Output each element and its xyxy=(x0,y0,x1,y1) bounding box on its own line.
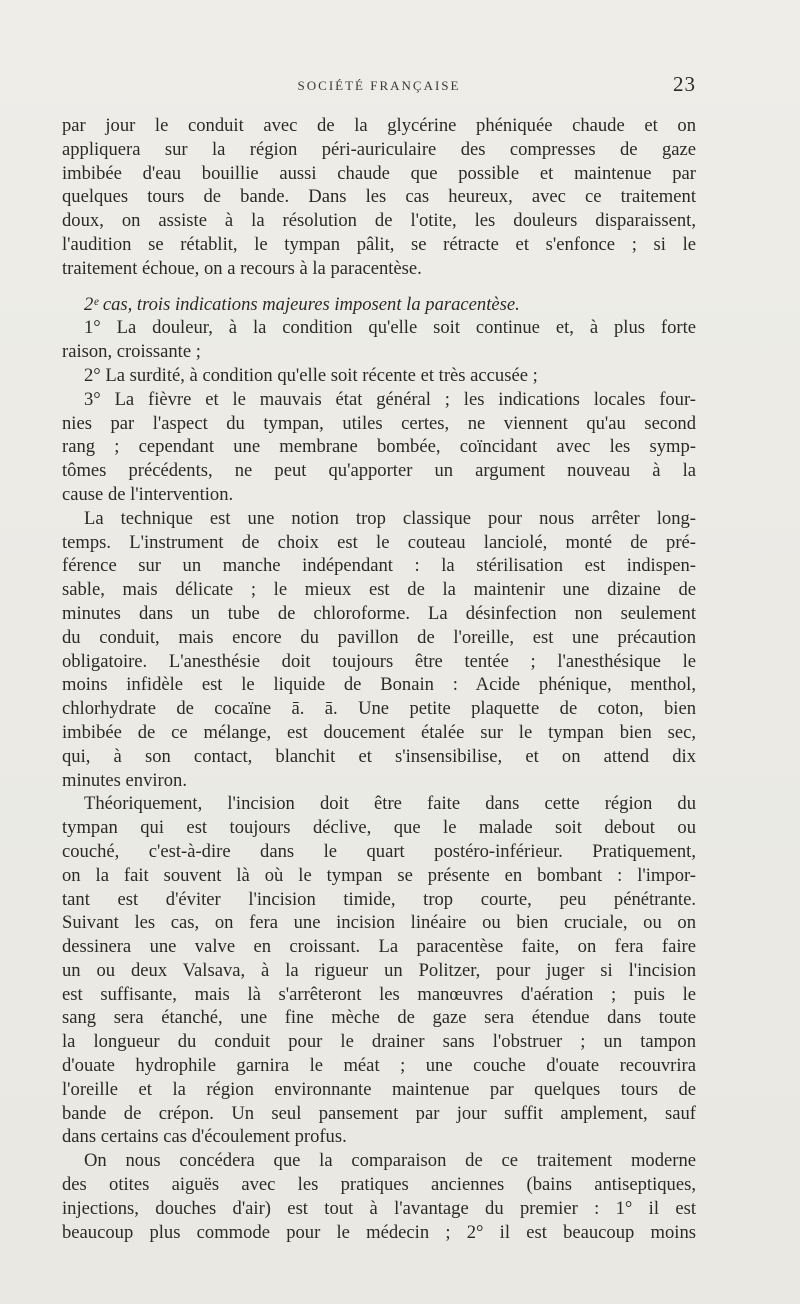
text-line: doux, on assiste à la résolution de l'otite, les douleurs disparaissent, xyxy=(62,210,696,232)
paragraph-case-two-heading xyxy=(62,293,696,317)
text-line: 3° La fièvre et le mauvais état général ; les indications locales four- xyxy=(84,388,696,410)
text-line: 1° La douleur, à la condition qu'elle soit continue et, à plus forte xyxy=(84,317,696,339)
text-line: du conduit, mais encore du pavillon de l'oreille, est une précaution xyxy=(62,626,696,648)
text-line: nies par l'aspect du tympan, utiles certes, ne viennent qu'au second xyxy=(62,412,696,434)
text-line: la longueur du conduit pour le drainer sans l'obstruer ; un tampon xyxy=(62,1031,696,1053)
text-line: La technique est une notion trop classique pour nous arrêter long- xyxy=(84,507,696,529)
text-line: on la fait souvent là où le tympan se présente en bombant : l'impor- xyxy=(62,864,696,886)
text-line: Théoriquement, l'incision doit être faite dans cette région du xyxy=(84,793,696,815)
paragraph-comparison xyxy=(62,1149,696,1244)
text-line: chlorhydrate de cocaïne ā. ā. Une petite plaquette de coton, bien xyxy=(62,698,696,720)
text-line: 2ᵉ cas, trois indications majeures imposent la paracentèse. xyxy=(84,293,520,315)
paragraph-technique xyxy=(62,507,696,793)
text-line: par jour le conduit avec de la glycérine phéniquée chaude et on xyxy=(62,115,696,136)
text-line: tômes précédents, ne peut qu'apporter un argument nouveau à la xyxy=(62,460,696,482)
text-line: l'audition se rétablit, le tympan pâlit, se rétracte et s'enfonce ; si le xyxy=(62,233,696,255)
text-line: injections, douches d'air) est tout à l'avantage du premier : 1° il est xyxy=(62,1197,696,1219)
text-line: férence sur un manche indépendant : la stérilisation est indispen- xyxy=(62,555,696,577)
text-line: minutes environ. xyxy=(62,769,187,791)
text-line: des otites aiguës avec les pratiques anciennes (bains antiseptiques, xyxy=(62,1174,696,1196)
page-number: 23 xyxy=(673,72,696,96)
text-line: cause de l'intervention. xyxy=(62,483,234,505)
body-text xyxy=(62,114,696,1244)
text-line: sable, mais délicate ; le mieux est de la maintenir une dizaine de xyxy=(62,579,696,601)
text-line: qui, à son contact, blanchit et s'insensibilise, et on attend dix xyxy=(62,745,696,767)
page-header xyxy=(62,72,696,106)
running-head: SOCIÉTÉ FRANÇAISE xyxy=(297,78,461,93)
text-line: l'oreille et la région environnante maintenue par quelques tours de xyxy=(62,1078,696,1100)
text-line: imbibée de ce mélange, est doucement étalée sur le tympan bien sec, xyxy=(62,721,696,743)
text-line: temps. L'instrument de choix est le couteau lanciolé, monté de pré- xyxy=(62,531,696,553)
text-line: 2° La surdité, à condition qu'elle soit récente et très accusée ; xyxy=(84,364,538,386)
text-line: Suivant les cas, on fera une incision linéaire ou bien cruciale, ou on xyxy=(62,912,696,934)
text-line: quelques tours de bande. Dans les cas heureux, avec ce traitement xyxy=(62,186,696,208)
text-line: tympan qui est toujours déclive, que le malade soit debout ou xyxy=(62,817,696,839)
text-line: beaucoup plus commode pour le médecin ; 2° il est beaucoup moins xyxy=(62,1221,696,1243)
text-line: un ou deux Valsava, à la rigueur un Politzer, pour juger si l'incision xyxy=(62,959,696,981)
text-line: traitement échoue, on a recours à la paracentèse. xyxy=(62,257,422,279)
text-line: dans certains cas d'écoulement profus. xyxy=(62,1126,347,1148)
text-line: obligatoire. L'anesthésie doit toujours être tentée ; l'anesthésique le xyxy=(62,650,696,672)
text-line: minutes dans un tube de chloroforme. La désinfection non seulement xyxy=(62,602,696,624)
text-line: est suffisante, mais là s'arrêteront les manœuvres d'aération ; puis le xyxy=(62,983,696,1005)
text-line: raison, croissante ; xyxy=(62,341,201,363)
paragraph-indication-pain xyxy=(62,316,696,364)
text-line: tant est d'éviter l'incision timide, trop courte, peu pénétrante. xyxy=(62,888,696,910)
text-line: appliquera sur la région péri-auriculaire des compresses de gaze xyxy=(62,138,696,160)
paragraph-indication-fever xyxy=(62,388,696,507)
text-line: couché, c'est-à-dire dans le quart postéro-inférieur. Pratiquement, xyxy=(62,840,696,862)
text-line: rang ; cependant une membrane bombée, coïncidant avec les symp- xyxy=(62,436,696,458)
paragraph-otitis-treatment xyxy=(62,114,696,281)
text-line: dessinera une valve en croissant. La paracentèse faite, on fera faire xyxy=(62,936,696,958)
text-line: On nous concédera que la comparaison de ce traitement moderne xyxy=(84,1150,696,1172)
text-line: moins infidèle est le liquide de Bonain : Acide phénique, menthol, xyxy=(62,674,696,696)
text-line: bande de crépon. Un seul pansement par jour suffit amplement, sauf xyxy=(62,1102,696,1124)
text-line: sang sera étanché, une fine mèche de gaze sera étendue dans toute xyxy=(62,1007,696,1029)
paragraph-indication-deafness xyxy=(62,364,696,388)
text-line: d'ouate hydrophile garnira le méat ; une couche d'ouate recouvrira xyxy=(62,1055,696,1077)
text-line: imbibée d'eau bouillie aussi chaude que possible et maintenue par xyxy=(62,162,696,184)
paragraph-incision xyxy=(62,792,696,1149)
